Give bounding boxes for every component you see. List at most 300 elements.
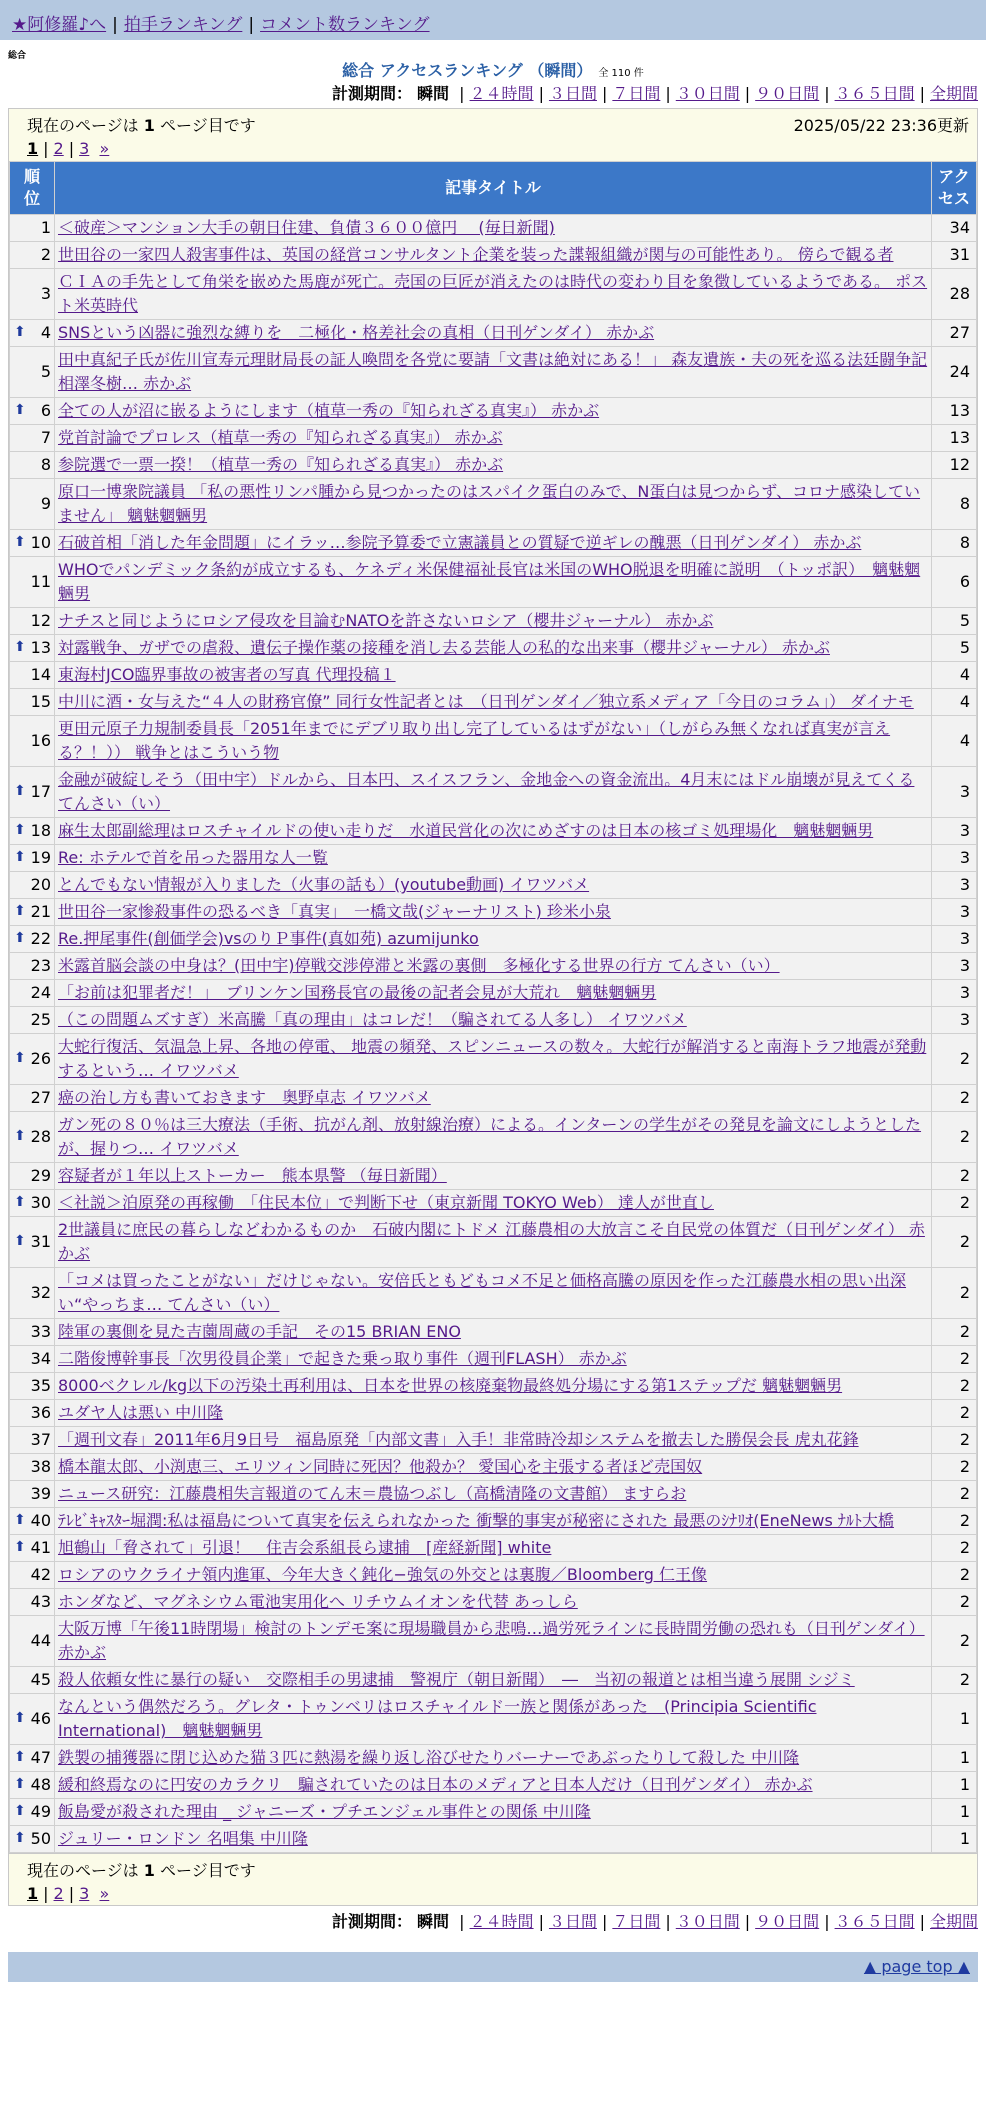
title-cell	[55, 1427, 931, 1453]
rank-cell	[10, 215, 54, 241]
pager-separator: |	[68, 1884, 75, 1903]
title-cell	[55, 1826, 931, 1852]
rank-cell	[10, 557, 54, 607]
article-title-link[interactable]: 「週刊文春」2011年6月9日号 福島原発「内部文書」入手！非常時冷却システムを撤去した勝俣会長 虎丸花鋒	[58, 1430, 859, 1449]
rank-number: 14	[30, 665, 51, 684]
rank-cell	[10, 1268, 54, 1318]
rank-number: 32	[30, 1283, 51, 1302]
period-link[interactable]: ９０日間	[755, 1912, 820, 1931]
period-link[interactable]: ７日間	[612, 84, 661, 103]
article-title-link[interactable]: ニュース研究：江藤農相失言報道のてん末＝農協つぶし（高橋清隆の文書館） ますらお	[58, 1484, 687, 1503]
article-title-link[interactable]: WHOでパンデミック条約が成立するも、ケネディ米保健福祉長官は米国のWHO脱退を明確に説明 （トッポ訳） 魑魅魍魎男	[58, 560, 921, 603]
title-cell	[55, 818, 931, 844]
access-count-cell: 13	[932, 398, 976, 424]
table-row	[10, 899, 976, 925]
rank-cell	[10, 1589, 54, 1615]
table-row	[10, 452, 976, 478]
article-title-link[interactable]: 参院選で一票一揆！（植草一秀の『知られざる真実』） 赤かぶ	[58, 455, 504, 474]
rank-number: 23	[30, 956, 51, 975]
ranking-title-text: 総合 アクセスランキング （瞬間）	[342, 61, 593, 80]
rank-cell	[10, 1163, 54, 1189]
pager-page-link[interactable]: 2	[53, 139, 64, 158]
title-cell	[55, 1694, 931, 1744]
rank-cell	[10, 530, 54, 556]
rank-number: 43	[30, 1592, 51, 1611]
rank-number: 20	[30, 875, 51, 894]
rank-number: 8	[40, 455, 51, 474]
rank-number: 37	[30, 1430, 51, 1449]
title-cell	[55, 953, 931, 979]
article-title-link[interactable]: Re.押尾事件(創価学会)vsのりＰ事件(真如苑) azumijunko	[58, 929, 479, 948]
rank-cell	[10, 953, 54, 979]
access-count-cell: 28	[932, 269, 976, 319]
access-count-cell: 3	[932, 1007, 976, 1033]
article-title-link[interactable]: ナチスと同じようにロシア侵攻を目論むNATOを許さないロシア（櫻井ジャーナル） 赤かぶ	[58, 611, 714, 630]
period-link[interactable]: ３６５日間	[834, 84, 915, 103]
article-title-link[interactable]: 原口一博衆院議員 「私の悪性リンパ腫から見つかったのはスパイク蛋白のみで、N蛋白は見つからず、コロナ感染していません」 魑魅魍魎男	[58, 482, 921, 525]
page-top-link[interactable]: ▲ page top ▲	[863, 1957, 970, 1976]
pager-spacer	[89, 1884, 99, 1903]
access-count-cell: 3	[932, 953, 976, 979]
access-count-cell: 5	[932, 635, 976, 661]
rank-cell	[10, 1772, 54, 1798]
rank-number: 49	[30, 1802, 51, 1821]
article-title-link[interactable]: 田中真紀子氏が佐川宣寿元理財局長の証人喚問を各党に要請「文書は絶対にある！」 森友遺族・夫の死を巡る法廷闘争記 相澤冬樹… 赤かぶ	[58, 350, 928, 393]
table-row	[10, 872, 976, 898]
article-title-link[interactable]: 殺人依頼女性に暴行の疑い 交際相手の男逮捕 警視庁（朝日新聞） ― 当初の報道とは相当違う展開 シジミ	[58, 1670, 855, 1689]
access-count-cell: 3	[932, 899, 976, 925]
article-title-link[interactable]: 橋本龍太郎、小渕恵三、エリツィン同時に死因？他殺か？ 愛国心を主張する者ほど売国奴	[58, 1457, 703, 1476]
rank-up-arrow-icon: ⬆	[14, 639, 26, 655]
title-cell	[55, 1616, 931, 1666]
table-row	[10, 242, 976, 268]
rank-number: 24	[30, 983, 51, 1002]
home-link[interactable]: ★阿修羅♪へ	[12, 15, 107, 35]
article-title-link[interactable]: ＣＩＡの手先として角栄を嵌めた馬鹿が死亡。売国の巨匠が消えたのは時代の変わり目を象徴しているようである。 ポスト米英時代	[58, 272, 928, 315]
access-count-cell: 1	[932, 1745, 976, 1771]
rank-number: 22	[30, 929, 51, 948]
rank-up-arrow-icon: ⬆	[14, 534, 26, 550]
access-count-cell: 2	[932, 1400, 976, 1426]
rank-number: 44	[30, 1631, 51, 1650]
table-row	[10, 662, 976, 688]
article-title-link[interactable]: ﾃﾚﾋﾞｷｬｽﾀｰ堀潤:私は福島について真実を伝えられなかった 衝撃的事実が秘密にされた 最悪のｼﾅﾘｵ(EneNews ﾅﾙﾄ大橋	[58, 1511, 894, 1530]
table-row	[10, 1217, 976, 1267]
access-count-cell: 2	[932, 1427, 976, 1453]
article-title-link[interactable]: 東海村JCO臨界事故の被害者の写真 代理投稿１	[58, 665, 396, 684]
rank-cell	[10, 845, 54, 871]
access-count-cell: 6	[932, 557, 976, 607]
title-cell	[55, 320, 931, 346]
article-title-link[interactable]: ガン死の８０％は三大療法（手術、抗がん剤、放射線治療）による。インターンの学生がその発見を論文にしようとしたが、握りつ… イワツバメ	[58, 1115, 922, 1158]
rank-cell	[10, 269, 54, 319]
rank-cell	[10, 716, 54, 766]
article-title-link[interactable]: 飯島愛が殺された理由 _ ジャニーズ・プチエンジェル事件との関係 中川隆	[58, 1802, 591, 1821]
nav-separator: |	[248, 15, 255, 35]
table-row	[10, 1163, 976, 1189]
article-title-link[interactable]: 緩和終焉なのに円安のカラクリ 騙されていたのは日本のメディアと日本人だけ（日刊ゲンダイ） 赤かぶ	[58, 1775, 813, 1794]
access-count-cell: 2	[932, 1562, 976, 1588]
article-title-link[interactable]: ホンダなど、マグネシウム電池実用化へ リチウムイオンを代替 あっしら	[58, 1592, 578, 1611]
period-link[interactable]: ３日間	[548, 84, 597, 103]
period-link[interactable]: ７日間	[612, 1912, 661, 1931]
title-cell	[55, 926, 931, 952]
article-title-link[interactable]: 世田谷一家惨殺事件の恐るべき「真実」 一橋文哉(ジャーナリスト) 珍米小泉	[58, 902, 611, 921]
rank-number: 29	[30, 1166, 51, 1185]
title-cell	[55, 1400, 931, 1426]
rank-cell	[10, 479, 54, 529]
period-link[interactable]: 全期間	[929, 1912, 978, 1931]
table-row	[10, 1190, 976, 1216]
rank-cell	[10, 398, 54, 424]
rank-cell	[10, 662, 54, 688]
table-row	[10, 1268, 976, 1318]
access-count-cell: 2	[932, 1112, 976, 1162]
table-row	[10, 608, 976, 634]
article-title-link[interactable]: 鉄製の捕獲器に閉じ込めた猫３匹に熱湯を繰り返し浴びせたりバーナーであぶったりして殺した 中川隆	[58, 1748, 800, 1767]
access-count-cell: 13	[932, 425, 976, 451]
title-cell	[55, 635, 931, 661]
rank-number: 9	[40, 494, 51, 513]
article-title-link[interactable]: 全ての人が沼に嵌るようにします（植草一秀の『知られざる真実』） 赤かぶ	[58, 401, 600, 420]
table-row	[10, 1085, 976, 1111]
pager-bottom	[27, 1884, 969, 1903]
rank-cell	[10, 1454, 54, 1480]
table-row	[10, 269, 976, 319]
article-title-link[interactable]: 党首討論でプロレス（植草一秀の『知られざる真実』） 赤かぶ	[58, 428, 503, 447]
rank-number: 13	[30, 638, 51, 657]
rank-number: 35	[30, 1376, 51, 1395]
rank-number: 36	[30, 1403, 51, 1422]
access-count-cell: 2	[932, 1373, 976, 1399]
ranking-table	[9, 161, 977, 1853]
period-link[interactable]: 全期間	[929, 84, 978, 103]
page-status-suffix: ページ目です	[160, 116, 256, 135]
rank-number: 50	[30, 1829, 51, 1848]
rank-cell	[10, 818, 54, 844]
access-count-cell: 2	[932, 1616, 976, 1666]
rank-up-arrow-icon: ⬆	[14, 1776, 26, 1792]
page-status-prefix: 現在のページは	[27, 116, 139, 135]
rank-number: 25	[30, 1010, 51, 1029]
rank-cell	[10, 320, 54, 346]
article-title-link[interactable]: （この問題ムズすぎ）米高騰「真の理由」はコレだ！（騙されてる人多し） イワツバメ	[58, 1010, 687, 1029]
article-title-link[interactable]: ジュリー・ロンドン 名唱集 中川隆	[58, 1829, 308, 1848]
table-row	[10, 1400, 976, 1426]
article-title-link[interactable]: 大阪万博「午後11時閉場」検討のトンデモ案に現場職員から悲鳴…過労死ラインに長時間労働の恐れも（日刊ゲンダイ） 赤かぶ	[58, 1619, 925, 1662]
article-title-link[interactable]: ＜破産＞マンション大手の朝日住建、負債３６００億円 (毎日新聞)	[58, 218, 555, 237]
page-status-suffix: ページ目です	[160, 1861, 256, 1880]
rank-up-arrow-icon: ⬆	[14, 1803, 26, 1819]
article-title-link[interactable]: 「お前は犯罪者だ！」 ブリンケン国務長官の最後の記者会見が大荒れ 魑魅魍魎男	[58, 983, 657, 1002]
table-row	[10, 980, 976, 1006]
rank-cell	[10, 1400, 54, 1426]
title-cell	[55, 1481, 931, 1507]
article-title-link[interactable]: なんという偶然だろう。グレタ・トゥンベリはロスチャイルド一族と関係があった (Principia Scientific International) 魑魅魍魎男	[58, 1697, 817, 1740]
title-cell	[55, 767, 931, 817]
title-cell	[55, 980, 931, 1006]
article-title-link[interactable]: SNSという凶器に強烈な縛りを 二極化・格差社会の真相（日刊ゲンダイ） 赤かぶ	[58, 323, 655, 342]
table-row	[10, 320, 976, 346]
period-separator: |	[919, 1912, 925, 1931]
title-cell	[55, 452, 931, 478]
rank-cell	[10, 899, 54, 925]
table-row	[10, 1508, 976, 1534]
rank-up-arrow-icon: ⬆	[14, 1512, 26, 1528]
rank-up-arrow-icon: ⬆	[14, 402, 26, 418]
title-cell	[55, 1346, 931, 1372]
pager-current-page: 1	[27, 1884, 39, 1903]
title-cell	[55, 1667, 931, 1693]
pager-page-link[interactable]: 3	[79, 139, 90, 158]
title-cell	[55, 716, 931, 766]
article-title-link[interactable]: ＜社説＞泊原発の再稼働 「住民本位」で判断下せ（東京新聞 TOKYO Web） 達人が世直し	[58, 1193, 714, 1212]
rank-cell	[10, 1826, 54, 1852]
table-row	[10, 953, 976, 979]
article-title-link[interactable]: 大蛇行復活、気温急上昇、各地の停電、 地震の頻発、スピンニュースの数々。大蛇行が解消すると南海トラフ地震が発動するという… イワツバメ	[58, 1037, 927, 1080]
title-cell	[55, 347, 931, 397]
rank-cell	[10, 1346, 54, 1372]
article-title-link[interactable]: 陸軍の裏側を見た吉薗周蔵の手記 その15 BRIAN ENO	[58, 1322, 461, 1341]
title-cell	[55, 899, 931, 925]
col-rank-header: 順位	[10, 162, 54, 214]
pager-next-link[interactable]: »	[99, 139, 110, 158]
article-title-link[interactable]: 世田谷の一家四人殺害事件は、英国の経営コンサルタント企業を装った諜報組織が関与の可能性あり。 傍らで観る者	[58, 245, 894, 264]
rank-up-arrow-icon: ⬆	[14, 1128, 26, 1144]
period-links	[454, 84, 978, 103]
rank-cell	[10, 1217, 54, 1267]
article-title-link[interactable]: 容疑者が１年以上ストーカー 熊本県警 （毎日新聞）	[58, 1166, 447, 1185]
article-title-link[interactable]: 8000ベクレル/kg以下の汚染土再利用は、日本を世界の核廃棄物最終処分場にする第1ステップだ 魑魅魍魎男	[58, 1376, 843, 1395]
table-row	[10, 1346, 976, 1372]
rank-number: 39	[30, 1484, 51, 1503]
article-title-link[interactable]: 2世議員に庶民の暮らしなどわかるものか 石破内閣にトドメ 江藤農相の大放言こそ自民党の体質だ（日刊ゲンダイ） 赤かぶ	[58, 1220, 925, 1263]
access-count-cell: 3	[932, 845, 976, 871]
title-cell	[55, 1268, 931, 1318]
access-count-cell: 2	[932, 1319, 976, 1345]
pager-separator: |	[68, 139, 75, 158]
total-count: 全 110 件	[598, 68, 644, 79]
page-status-number: 1	[143, 116, 155, 135]
pager-separator: |	[43, 1884, 49, 1903]
table-row	[10, 635, 976, 661]
table-row	[10, 845, 976, 871]
period-separator: |	[824, 84, 830, 103]
article-title-link[interactable]: Re: ホテルで首を吊った器用な人一覧	[58, 848, 328, 867]
access-count-cell: 1	[932, 1799, 976, 1825]
table-row	[10, 926, 976, 952]
rank-cell	[10, 242, 54, 268]
article-title-link[interactable]: 更田元原子力規制委員長「2051年までにデブリ取り出し完了しているはずがない」（しがらみ無くなれば真実が言える？！）） 戦争とはこういう物	[58, 719, 891, 762]
access-count-cell: 8	[932, 530, 976, 556]
rank-cell	[10, 872, 54, 898]
rank-cell	[10, 452, 54, 478]
period-separator: |	[601, 1912, 608, 1931]
pager-current-page: 1	[27, 139, 39, 158]
rank-number: 21	[30, 902, 51, 921]
rank-number: 40	[30, 1511, 51, 1530]
title-cell	[55, 1217, 931, 1267]
rank-cell	[10, 1562, 54, 1588]
rank-cell	[10, 1112, 54, 1162]
table-row	[10, 818, 976, 844]
table-row	[10, 1694, 976, 1744]
article-title-link[interactable]: 癌の治し方も書いておきます 奥野卓志 イワツバメ	[58, 1088, 431, 1107]
period-link[interactable]: ３日間	[548, 1912, 597, 1931]
title-cell	[55, 872, 931, 898]
period-current: 瞬間	[417, 84, 450, 103]
title-cell	[55, 425, 931, 451]
access-count-cell: 1	[932, 1772, 976, 1798]
table-row	[10, 1616, 976, 1666]
access-count-cell: 2	[932, 1034, 976, 1084]
period-selector-bottom	[0, 1910, 986, 1934]
article-title-link[interactable]: ユダヤ人は悪い 中川隆	[58, 1403, 224, 1422]
rank-number: 48	[30, 1775, 51, 1794]
period-separator: |	[538, 84, 544, 103]
rank-number: 5	[40, 362, 51, 381]
rank-number: 11	[30, 572, 51, 591]
clap-ranking-link[interactable]: 拍手ランキング	[123, 15, 243, 35]
title-cell	[55, 1085, 931, 1111]
access-count-cell: 3	[932, 872, 976, 898]
table-row	[10, 1535, 976, 1561]
article-title-link[interactable]: 「コメは買ったことがない」だけじゃない。安倍氏ともどもコメ不足と価格高騰の原因を作った江藤農水相の思い出深い“やっちま… てんさい（い）	[58, 1271, 907, 1314]
rank-number: 45	[30, 1670, 51, 1689]
rank-number: 34	[30, 1349, 51, 1368]
period-separator: |	[459, 84, 465, 103]
table-row	[10, 425, 976, 451]
table-row	[10, 1589, 976, 1615]
access-count-cell: 27	[932, 320, 976, 346]
period-link[interactable]: ３０日間	[675, 1912, 740, 1931]
article-title-link[interactable]: 対露戦争、ガザでの虐殺、遺伝子操作薬の接種を消し去る芸能人の私的な出来事（櫻井ジャーナル） 赤かぶ	[58, 638, 830, 657]
rank-number: 26	[30, 1049, 51, 1068]
table-row	[10, 347, 976, 397]
table-row	[10, 557, 976, 607]
period-label: 計測期間：	[331, 84, 412, 103]
title-cell	[55, 557, 931, 607]
rank-cell	[10, 1508, 54, 1534]
access-count-cell: 2	[932, 1163, 976, 1189]
article-title-link[interactable]: とんでもない情報が入りました（火事の話も）(youtube動画) イワツバメ	[58, 875, 590, 894]
table-row	[10, 1007, 976, 1033]
access-count-cell: 12	[932, 452, 976, 478]
title-cell	[55, 662, 931, 688]
period-separator: |	[919, 84, 925, 103]
title-cell	[55, 845, 931, 871]
rank-number: 33	[30, 1322, 51, 1341]
table-row	[10, 530, 976, 556]
access-count-cell: 2	[932, 1535, 976, 1561]
pager-page-link[interactable]: 2	[53, 1884, 64, 1903]
table-row	[10, 1373, 976, 1399]
rank-number: 17	[30, 782, 51, 801]
table-row	[10, 1772, 976, 1798]
comment-ranking-link[interactable]: コメント数ランキング	[260, 15, 430, 35]
table-row	[10, 1745, 976, 1771]
period-link[interactable]: ９０日間	[755, 84, 820, 103]
period-link[interactable]: ２４時間	[469, 84, 534, 103]
period-link[interactable]: ２４時間	[469, 1912, 534, 1931]
rank-cell	[10, 1034, 54, 1084]
access-count-cell: 3	[932, 818, 976, 844]
period-link[interactable]: ３６５日間	[834, 1912, 915, 1931]
rank-cell	[10, 1667, 54, 1693]
title-cell	[55, 1034, 931, 1084]
rank-cell	[10, 1694, 54, 1744]
title-cell	[55, 215, 931, 241]
pager-next-link[interactable]: »	[99, 1884, 110, 1903]
article-title-link[interactable]: 麻生太郎副総理はロスチャイルドの使い走りだ 水道民営化の次にめざすのは日本の核ゴミ処理場化 魑魅魍魎男	[58, 821, 874, 840]
access-count-cell: 5	[932, 608, 976, 634]
col-access-header: アクセス	[932, 162, 976, 214]
article-title-link[interactable]: 金融が破綻しそう（田中宇）ドルから、日本円、スイスフラン、金地金への資金流出。4月末にはドル崩壊が見えてくる てんさい（い）	[58, 770, 915, 813]
rank-up-arrow-icon: ⬆	[14, 324, 26, 340]
table-row	[10, 1427, 976, 1453]
title-cell	[55, 1373, 931, 1399]
rank-number: 16	[30, 731, 51, 750]
rank-cell	[10, 425, 54, 451]
period-selector-top	[0, 82, 986, 106]
rank-cell	[10, 767, 54, 817]
ranking-panel	[8, 108, 978, 1854]
access-count-cell: 2	[932, 1268, 976, 1318]
page-status-bottom	[27, 1858, 969, 1881]
title-cell	[55, 1799, 931, 1825]
rank-cell	[10, 1319, 54, 1345]
title-cell	[55, 1319, 931, 1345]
article-title-link[interactable]: ロシアのウクライナ領内進軍、今年大きく鈍化−強気の外交とは裏腹／Bloomberg 仁王像	[58, 1565, 708, 1584]
rank-number: 47	[30, 1748, 51, 1767]
rank-cell	[10, 347, 54, 397]
period-link[interactable]: ３０日間	[675, 84, 740, 103]
rank-number: 4	[40, 323, 51, 342]
rank-number: 31	[30, 1232, 51, 1251]
table-row	[10, 1826, 976, 1852]
title-cell	[55, 530, 931, 556]
rank-number: 7	[40, 428, 51, 447]
access-count-cell: 4	[932, 689, 976, 715]
period-separator: |	[744, 1912, 751, 1931]
article-title-link[interactable]: 中川に酒・女与えた“４人の財務官僚” 同行女性記者とは （日刊ゲンダイ／独立系メディア「今日のコラム」） ダイナモ	[58, 692, 914, 711]
section-label: 総合	[8, 51, 27, 61]
article-title-link[interactable]: 旭鶴山「脅されて」引退！ 住吉会系組長ら逮捕 [産経新聞] white	[58, 1538, 552, 1557]
rank-up-arrow-icon: ⬆	[14, 822, 26, 838]
title-cell	[55, 689, 931, 715]
title-cell	[55, 608, 931, 634]
access-count-cell: 3	[932, 926, 976, 952]
pager-page-link[interactable]: 3	[79, 1884, 90, 1903]
access-count-cell: 1	[932, 1694, 976, 1744]
access-count-cell: 2	[932, 1508, 976, 1534]
rank-number: 12	[30, 611, 51, 630]
access-count-cell: 3	[932, 980, 976, 1006]
rank-up-arrow-icon: ⬆	[14, 1233, 26, 1249]
rank-cell	[10, 926, 54, 952]
top-navigation	[0, 0, 986, 40]
article-title-link[interactable]: 二階俊博幹事長「次男役員企業」で起きた乗っ取り事件（週刊FLASH） 赤かぶ	[58, 1349, 627, 1368]
article-title-link[interactable]: 石破首相「消した年金問題」にイラッ…参院予算委で立憲議員との質疑で逆ギレの醜悪（日刊ゲンダイ） 赤かぶ	[58, 533, 862, 552]
article-title-link[interactable]: 米露首脳会談の中身は？(田中宇)停戦交渉停滞と米露の裏側 多極化する世界の行方 てんさい（い）	[58, 956, 780, 975]
period-links	[454, 1912, 978, 1931]
access-count-cell: 4	[932, 716, 976, 766]
access-count-cell: 1	[932, 1826, 976, 1852]
rank-up-arrow-icon: ⬆	[14, 1194, 26, 1210]
rank-cell	[10, 1535, 54, 1561]
period-current: 瞬間	[417, 1912, 450, 1931]
title-cell	[55, 1190, 931, 1216]
